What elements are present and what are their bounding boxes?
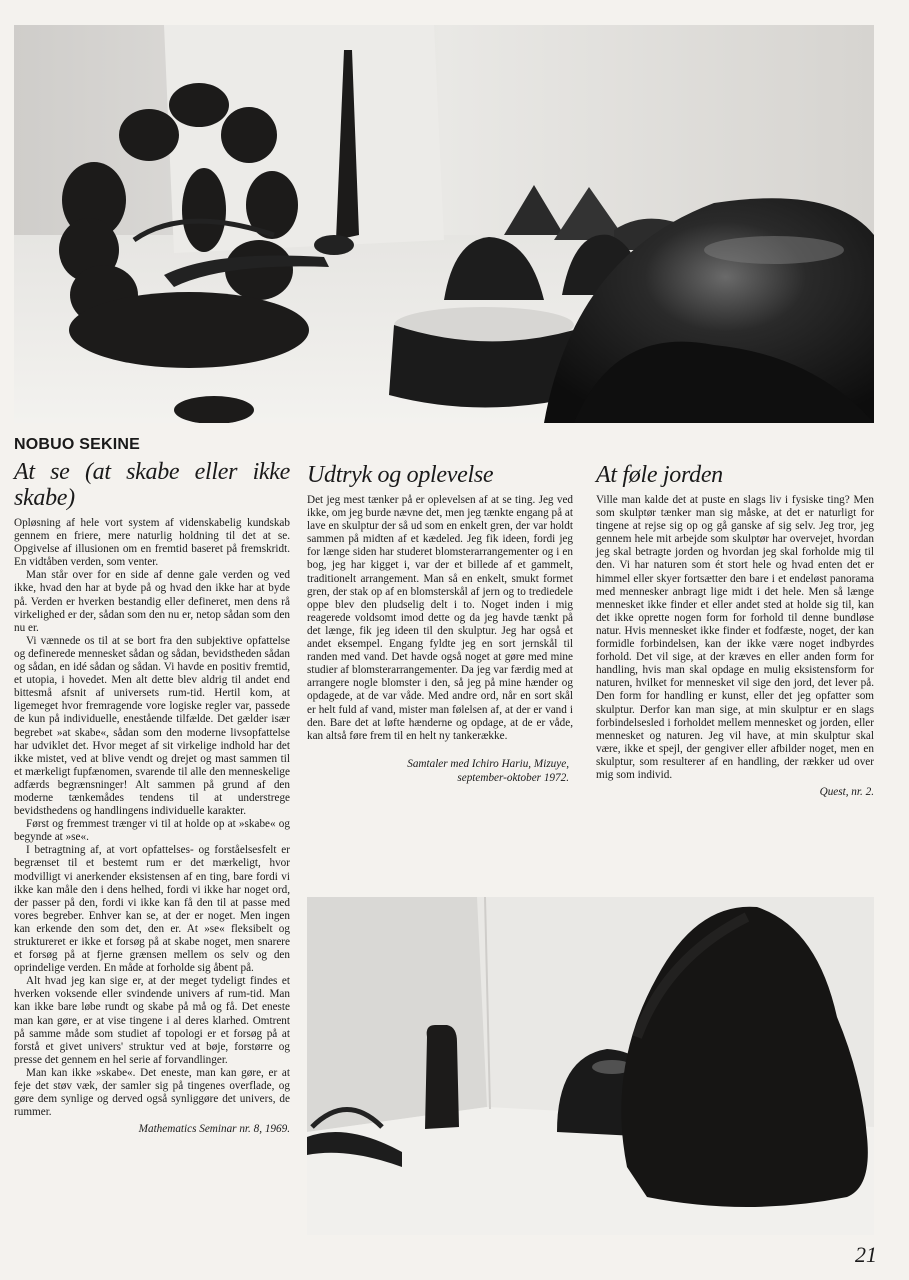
installation-photo-bottom bbox=[307, 897, 874, 1235]
paragraph: Det jeg mest tænker på er oplevelsen af at se ting. Jeg ved ikke, om jeg burde nævne det, men jeg tænkte engang på at lave en skulptur der så ud som en enkelt gren, der var holdt sammen på midten af et kædeled. Jeg fik ideen, fordi jeg for længe siden har studeret blomsterarrangementer og i en bog, jeg har kigget i, var der et billede af et gammelt, traditionelt arrangement. Man så en enkelt, smukt formet gren, der stak op af en blomsterskål af jern og to trediedele oppe blev den pludselig delt i to. Noget inden i mig reagerede voldsomt imod dette og da jeg havde tænkt på det længe, fik jeg ideen til den skulptur. Jeg har også et andet eksempel. Engang fyldte jeg en sort jernskål til randen med vand. Det havde også noget at gøre med mine studier af blomsterarrangementer. Da jeg var færdig med at arrangere nogle blomster i den, så jeg på mine hænder og opdagede, at de var våde. Med andre ord, når en sort skål er helt fuld af vand, mister man følelsen af, at der er vand i den. Bare det at løfte hænderne og opdage, at de er våde, kan altså føre frem til en helt ny tankerække. bbox=[307, 494, 573, 742]
sculpture-corner-image bbox=[307, 897, 874, 1235]
paragraph: I betragtning af, at vort opfattelses- og forståelsesfelt er begrænset til et bestemt rum er det mærkeligt, hvor modvilligt vi anerkender eksistensen af en ting, bare fordi vi ikke kan måle den i dens helhed, fordi vi ikke har noget ord, der passer på den, fordi vi ikke kan få den til at passe med vores begreber. Enhver kan se, at der er noget. Men ingen kan erkende den som det, den er. At »se« fleksibelt og struktureret er ikke et forsøg på at skabe noget, men snarere et forsøg på at fjerne grænsen mellem os selv og den oprindelige verden. En måde at forholde sig åbent på. bbox=[14, 844, 290, 975]
section-title: Udtryk og oplevelse bbox=[307, 462, 494, 488]
installation-photo-top bbox=[14, 25, 874, 423]
paragraph: Ville man kalde det at puste en slags liv i fysiske ting? Men som skulptør tænker man sig måske, at det er naturligt for tingene at rejse sig op og gå ganske af sig selv. Jeg tror, jeg gennem hele mit arbejde som skulptør har overvejet, hvordan jeg skal betragte jorden og hvordan jeg skal forholde mig til den. Vi har naturen som ét stort hele og hvad enten det er himmel eller skyer fortsætter den bare i et endeløst panorama med mennesker anbragt lige midt i det hele. Men så længe mennesket ikke finder et eller andet sted at holde sig til, kan det ikke oprette nogen form for forhold til denne bundløse natur. Hvis mennesket ikke finder et fodfæste, noget, der kan formidle forbindelsen, kan der ikke være noget indbyrdes forhold. Det vil sige, at der kræves en eller anden form for handling, hvis man skal opdage en mulig eksistensform for naturen, hvilket for mennesket vil sige den jord, det lever på. Den form for handling er kunst, eller det jeg opfatter som skulptur. Derfor kan man sige, at min skulptur er en slags forbindelsesled i forholdet mellem mennesket og jorden, eller mennesket og naturen. Jeg vil have, at min skulptur skal være, ikke et spejl, der gengiver eller afbilder noget, men en skulptur, som resulterer af en handling, der rækker ud over mig som individ. bbox=[596, 494, 874, 781]
section-title: At føle jorden bbox=[596, 462, 723, 488]
page-number: 21 bbox=[855, 1242, 877, 1267]
paragraph: Man står over for en side af denne gale verden og ved ikke, hvad den har at byde på og hvad den ikke har at byde på. Verden er hverken bestandig eller defineret, men dens rå virkelighed er der, sådan som den nu er, netop sådan som den nu er. bbox=[14, 569, 290, 634]
source-citation bbox=[307, 757, 573, 785]
paragraph: Først og fremmest trænger vi til at holde op at »skabe« og begynde at »se«. bbox=[14, 818, 290, 844]
paragraph: Opløsning af hele vort system af videnskabelig kundskab gennem en friere, mere naturlig holdning til det at se. Opgivelse af illusionen om en fremtid baseret på fremskridt. En vidtåben verden, som venter. bbox=[14, 517, 290, 569]
source-line: Samtaler med Ichiro Hariu, Mizuye, bbox=[407, 757, 569, 770]
source-citation: Mathematics Seminar nr. 8, 1969. bbox=[138, 1123, 290, 1136]
source-line: september-oktober 1972. bbox=[457, 771, 569, 784]
author-name: NOBUO SEKINE bbox=[14, 436, 140, 453]
paragraph: Alt hvad jeg kan sige er, at der meget tydeligt findes et hverken voksende eller svindende univers af rum-tid. Man kan ikke bare løbe rundt og skabe på må og få. Det eneste man kan gøre, er at vise tingene i al deres klarhed. Omtrent på samme måde som studiet af topologi er et forsøg på at forstå et givet univers' struktur ved at bøje, forstørre og presse det gennem en hel serie af forvandlinger. bbox=[14, 975, 290, 1066]
column-udtryk-og-oplevelse bbox=[307, 462, 573, 785]
column-at-foele-jorden bbox=[596, 462, 874, 799]
paragraph: Man kan ikke »skabe«. Det eneste, man kan gøre, er at feje det støv væk, der samler sig på tingenes overflade, og gøre dem synlige og derved også synliggøre det univers, de rummer. bbox=[14, 1066, 290, 1119]
section-title: At se (at skabe eller ikke skabe) bbox=[14, 459, 290, 511]
source-citation: Quest, nr. 2. bbox=[819, 786, 874, 799]
paragraph: Vi vænnede os til at se bort fra den subjektive opfattelse og definerede mennesket sådan og sådan, bevidstheden sådan og sådan, en idé sådan og sådan. Vi havde en positiv fremtid, et utopia, i hovedet. Men alt dette blev aldrig til andet end bittesmå afsnit af universets rum-tid. Hertil kom, at ligemeget hvor fremragende vore logiske regler var, passede de kun på individuelle, enestående tilfælde. Det gælder især begrebet »at skabe«, sådan som den moderne livsopfattelse har udviklet det. Hvor meget af sit virkelige indhold har det ikke mistet, ved at blive vendt og drejet og mast sammen til et mærkeligt fupfænomen, svarende til alle den menneskelige adfærds begrænsninger! Alt sammen på grund af den moderne tænkemådes tendens til at understrege bevidsthedens og handlingens individuelle karakter. bbox=[14, 634, 290, 818]
sculpture-gallery-image bbox=[14, 25, 874, 423]
column-at-se bbox=[14, 459, 290, 1136]
